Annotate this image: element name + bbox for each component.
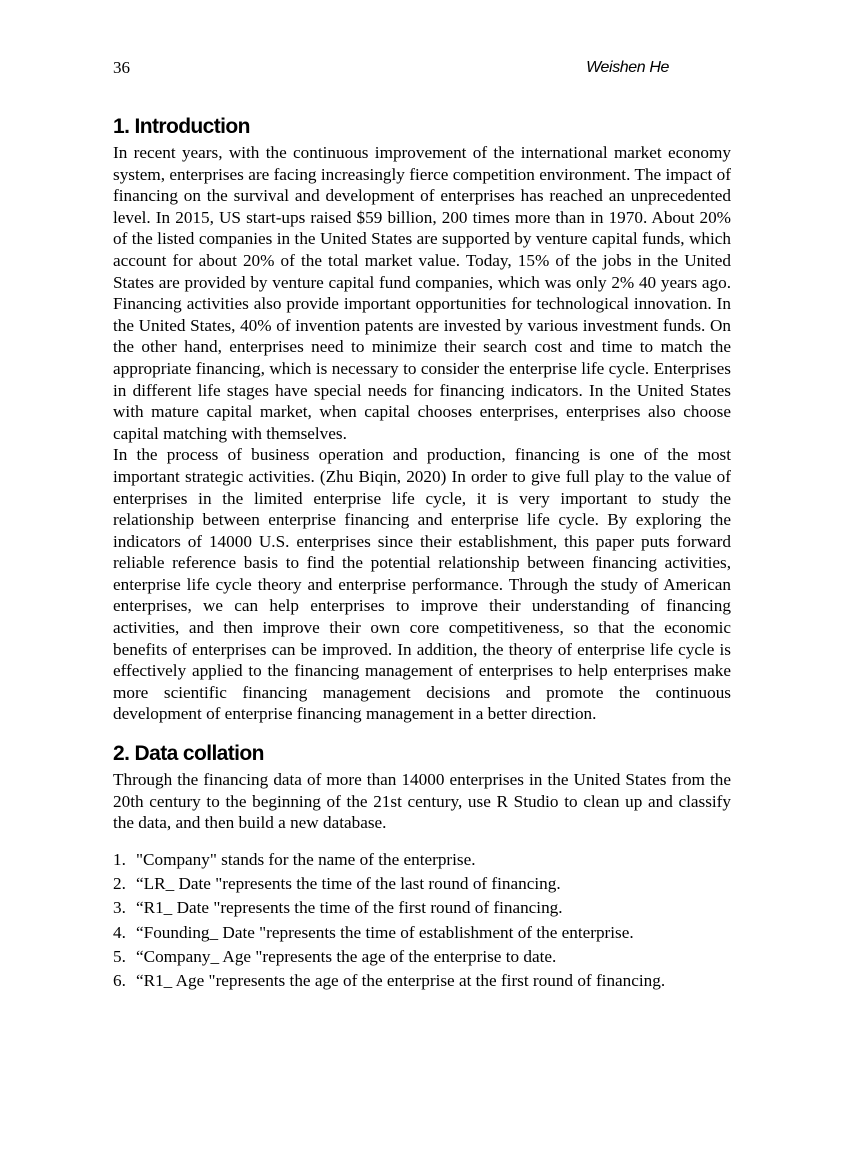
list-number: 4. — [113, 922, 126, 942]
list-text: “LR_ Date "represents the time of the last round of financing. — [136, 874, 561, 894]
list-text: "Company" stands for the name of the enterprise. — [136, 849, 476, 869]
page-header — [113, 58, 669, 80]
list-number: 6. — [113, 971, 126, 991]
section-introduction — [113, 112, 731, 725]
variable-definition-list — [113, 848, 731, 994]
list-number: 5. — [113, 947, 126, 966]
list-number: 3. — [113, 898, 126, 918]
list-item — [113, 896, 731, 920]
list-number: 1. — [113, 849, 126, 869]
list-item — [113, 872, 731, 896]
paragraph: In recent years, with the continuous improvement of the international market economy system, enterprises are facing increasingly fierce competition environment. The impact of financing on the survival and development of enterprises has reached an unprecedented level. In 2015, US start-ups raised $59 billion, 200 times more than in 1970. About 20% of the listed companies in the United States are supported by venture capital funds, which account for about 20% of the total market value. Today, 15% of the jobs in the United States are provided by venture capital fund companies, which was only 2% 40 years ago. Financing activities also provide important opportunities for technological innovation. In the United States, 40% of invention patents are invested by various investment funds. On the other hand, enterprises need to minimize their search cost and time to match the appropriate financing, which is necessary to consider the enterprise life cycle. Enterprises in different life stages have special needs for financing indicators. In the United States with mature capital market, when capital chooses enterprises, enterprises also choose capital matching with themselves. — [113, 143, 731, 443]
list-text: “R1_ Age "represents the age of the enterprise at the first round of financing. — [136, 971, 666, 991]
paragraph: In the process of business operation and production, financing is one of the most important strategic activities. (Zhu Biqin, 2020) In order to give full play to the value of enterprises in the limited enterprise life cycle, it is very important to study the relationship between enterprise financing and enterprise life cycle. By exploring the indicators of 14000 U.S. enterprises since their establishment, this paper puts forward reliable reference basis to find the potential relationship between financing activities, enterprise life cycle theory and enterprise performance. Through the study of American enterprises, we can help enterprises to improve their understanding of financing activities, and then improve their own core competitiveness, so that the economic benefits of enterprises can be improved. In addition, the theory of enterprise life cycle is effectively applied to the financing management of enterprises to help enterprises make more scientific financing management decisions and promote the continuous development of enterprise financing management in a better direction. — [113, 445, 731, 724]
page-number: 36 — [113, 58, 130, 77]
section-heading: 1. Introduction — [113, 115, 250, 138]
page-content — [113, 112, 731, 994]
list-item — [113, 848, 731, 872]
list-number: 2. — [113, 874, 126, 894]
list-text: “Founding_ Date "represents the time of establishment of the enterprise. — [136, 922, 634, 942]
list-text: “R1_ Date "represents the time of the first round of financing. — [136, 898, 563, 918]
running-head-author: Weishen He — [586, 59, 669, 76]
section-heading: 2. Data collation — [113, 742, 264, 766]
list-item — [113, 945, 731, 969]
list-item — [113, 921, 731, 945]
list-text: “Company_ Age "represents the age of the enterprise to date. — [136, 947, 557, 966]
paragraph: Through the financing data of more than 14000 enterprises in the United States from the 20th century to the beginning of the 21st century, use R Studio to clean up and classify the data, and then build a new database. — [113, 770, 731, 833]
list-item — [113, 969, 731, 993]
section-data-collation — [113, 739, 731, 994]
